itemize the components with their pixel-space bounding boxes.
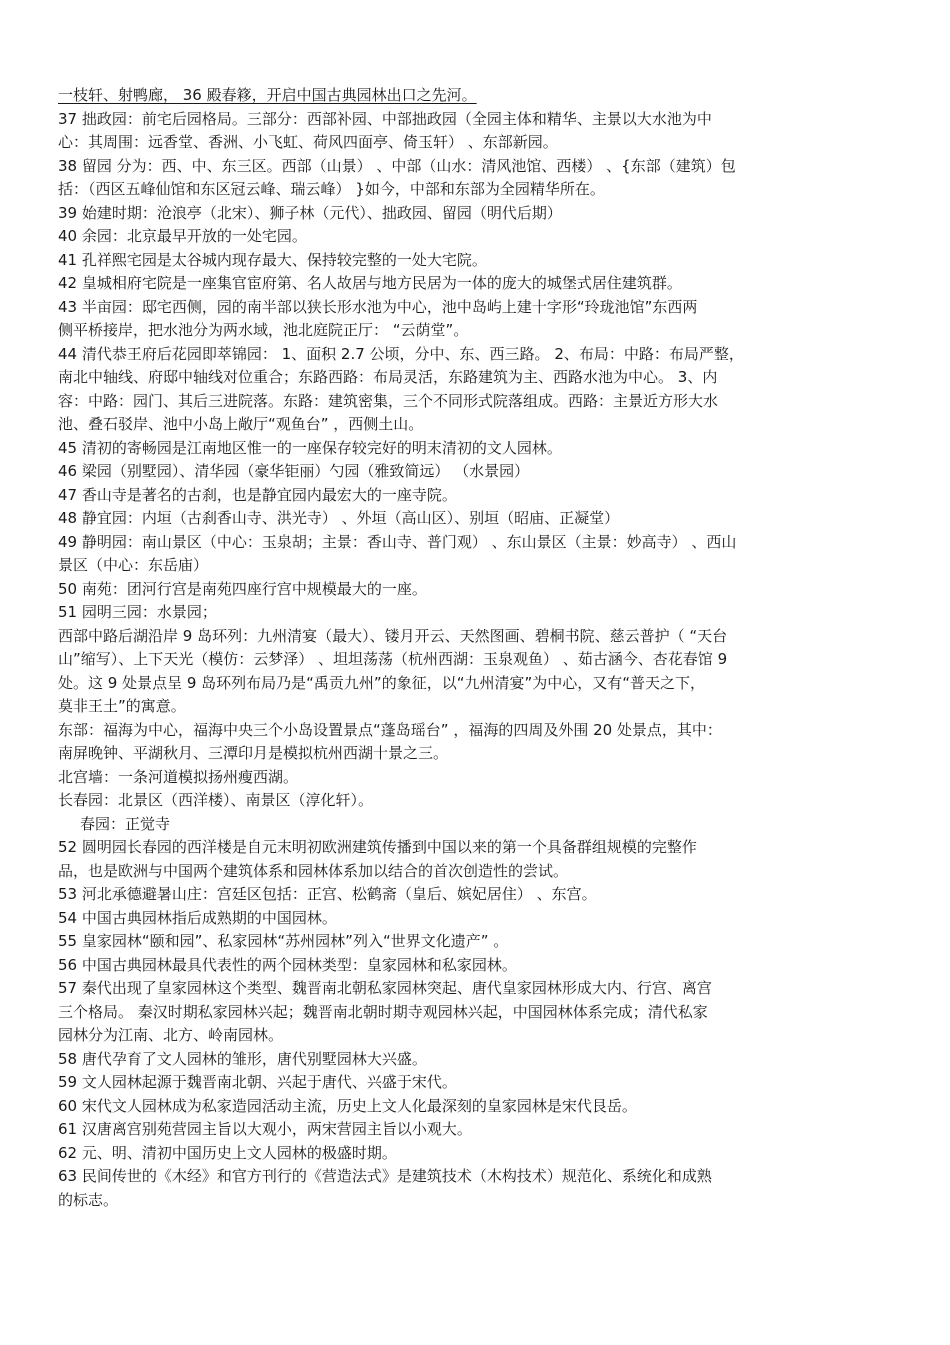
text-line: 39 始建时期：沧浪亭（北宋）、狮子林（元代）、拙政园、留园（明代后期） — [58, 203, 562, 222]
text-line: 61 汉唐离宫别苑营园主旨以大观小，两宋营园主旨以小观大。 — [58, 1120, 472, 1138]
text-line: 三个格局。 秦汉时期私家园林兴起；魏晋南北朝时期寺观园林兴起，中国园林体系完成；清代私家 — [58, 1002, 708, 1021]
text-line: 南屏晚钟、平湖秋月、三潭印月是模拟杭州西湖十景之三。 — [58, 744, 449, 762]
text-line: 景区（中心：东岳庙） — [58, 556, 209, 574]
text-line: 西部中路后湖沿岸 9 岛环列：九州清宴（最大）、镂月开云、天然图画、碧桐书院、慈云普护（ “天台 — [58, 626, 728, 645]
text-line: 51 园明三园：水景园； — [58, 603, 217, 621]
text-line: 41 孔祥熙宅园是太谷城内现存最大、保持较完整的一处大宅院。 — [58, 250, 487, 269]
text-line: 容：中路：园门、其后三进院落。东路：建筑密集，三个不同形式院落组成。西路：主景近方形大水 — [58, 391, 719, 410]
text-line: 品，也是欧洲与中国两个建筑体系和园林体系加以结合的首次创造性的尝试。 — [58, 861, 569, 880]
text-line: 括：（西区五峰仙馆和东区冠云峰、瑞云峰） }如今，中部和东部为全园精华所在。 — [58, 180, 605, 198]
text-line: 园林分为江南、北方、岭南园林。 — [58, 1026, 284, 1044]
text-line: 42 皇城相府宅院是一座集官宦府第、名人故居与地方民居为一体的庞大的城堡式居住建筑群。 — [58, 274, 682, 292]
text-line: 38 留园 分为：西、中、东三区。西部（山景） 、中部（山水：清风池馆、西楼） 、{东部（建筑）包 — [58, 156, 736, 175]
text-line: 62 元、明、清初中国历史上文人园林的极盛时期。 — [58, 1143, 397, 1162]
text-line: 池、叠石驳岸、池中小岛上敞厅“观鱼台” ，西侧土山。 — [58, 415, 424, 433]
text-line: 处。这 9 处景点呈 9 岛环列布局乃是“禹贡九州”的象征，以“九州清宴”为中心，又有“普天之下， — [58, 673, 706, 692]
text-line: 52 圆明园长春园的西洋楼是自元末明初欧洲建筑传播到中国以来的第一个具备群组规模的完整作 — [58, 838, 697, 856]
text-line: 侧平桥接岸，把水池分为两水域，池北庭院正厅： “云荫堂”。 — [58, 321, 469, 339]
text-line: 54 中国古典园林指后成熟期的中国园林。 — [58, 908, 337, 927]
text-line: 春园：正觉寺 — [80, 814, 171, 833]
text-line: 北宫墙：一条河道模拟扬州瘦西湖。 — [58, 767, 299, 786]
text-line: 45 清初的寄畅园是江南地区惟一的一座保存较完好的明末清初的文人园林。 — [58, 438, 562, 457]
text-line: 37 拙政园：前宅后园格局。三部分：西部补园、中部拙政园（全园主体和精华、主景以大水池为中 — [58, 109, 712, 128]
text-line: 43 半亩园：邸宅西侧，园的南半部以狭长形水池为中心，池中岛屿上建十字形“玲珑池馆”东西两 — [58, 297, 698, 316]
text-line: 53 河北承德避暑山庄：宫廷区包括：正宫、松鹤斋（皇后、嫔妃居住） 、东宫。 — [58, 885, 597, 903]
text-line: 一枝轩、射鸭廊， 36 殿春簃，开启中国古典园林出口之先河。 — [58, 86, 477, 104]
text-line: 南北中轴线、府邸中轴线对位重合；东路西路：布局灵活，东路建筑为主、西路水池为中心。 3、内 — [58, 368, 718, 386]
text-line: 57 秦代出现了皇家园林这个类型、魏晋南北朝私家园林突起、唐代皇家园林形成大内、行宫、离宫 — [58, 979, 712, 997]
text-line: 50 南苑：团河行宫是南苑四座行宫中规模最大的一座。 — [58, 579, 427, 598]
text-line: 东部：福海为中心，福海中央三个小岛设置景点“蓬岛瑶台” ，福海的四周及外围 20 处景点，其中： — [58, 720, 722, 739]
text-line: 的标志。 — [58, 1190, 119, 1209]
text-line: 60 宋代文人园林成为私家造园活动主流，历史上文人化最深刻的皇家园林是宋代艮岳。 — [58, 1096, 637, 1115]
text-line: 58 唐代孕育了文人园林的雏形，唐代别墅园林大兴盛。 — [58, 1049, 427, 1068]
text-line: 46 梁园（别墅园）、清华园（豪华钜丽）勺园（雅致简远） （水景园） — [58, 462, 530, 480]
text-line: 44 清代恭王府后花园即萃锦园： 1、面积 2.7 公顷，分中、东、西三路。 2、布局：中路：布局严整， — [58, 344, 744, 363]
text-line: 莫非王土”的寓意。 — [58, 697, 186, 715]
text-line: 40 余园：北京最早开放的一处宅园。 — [58, 227, 307, 245]
text-line: 47 香山寺是著名的古刹，也是静宜园内最宏大的一座寺院。 — [58, 485, 457, 504]
text-line: 59 文人园林起源于魏晋南北朝、兴起于唐代、兴盛于宋代。 — [58, 1073, 457, 1091]
text-line: 56 中国古典园林最具代表性的两个园林类型：皇家园林和私家园林。 — [58, 955, 517, 974]
text-line: 山”缩写）、上下天光（模仿：云梦泽） 、坦坦荡荡（杭州西湖：玉泉观鱼） 、茹古涵今、杏花春馆 9 — [58, 650, 728, 668]
text-line: 长春园：北景区（西洋楼）、南景区（淳化轩）。 — [58, 791, 374, 809]
document-body — [58, 84, 898, 1212]
text-line: 55 皇家园林“颐和园”、私家园林“苏州园林”列入“世界文化遗产” 。 — [58, 932, 509, 950]
text-line: 48 静宜园：内垣（古刹香山寺、洪光寺） 、外垣（高山区）、别垣（昭庙、正凝堂） — [58, 509, 620, 527]
text-line: 63 民间传世的《木经》和官方刊行的《营造法式》是建筑技术（木构技术）规范化、系统化和成熟 — [58, 1167, 712, 1185]
text-line: 心：其周围：远香堂、香洲、小飞虹、荷风四面亭、倚玉轩） 、东部新园。 — [58, 133, 558, 151]
text-line: 49 静明园：南山景区（中心：玉泉胡；主景：香山寺、普门观） 、东山景区（主景：妙高寺） 、西山 — [58, 532, 737, 551]
